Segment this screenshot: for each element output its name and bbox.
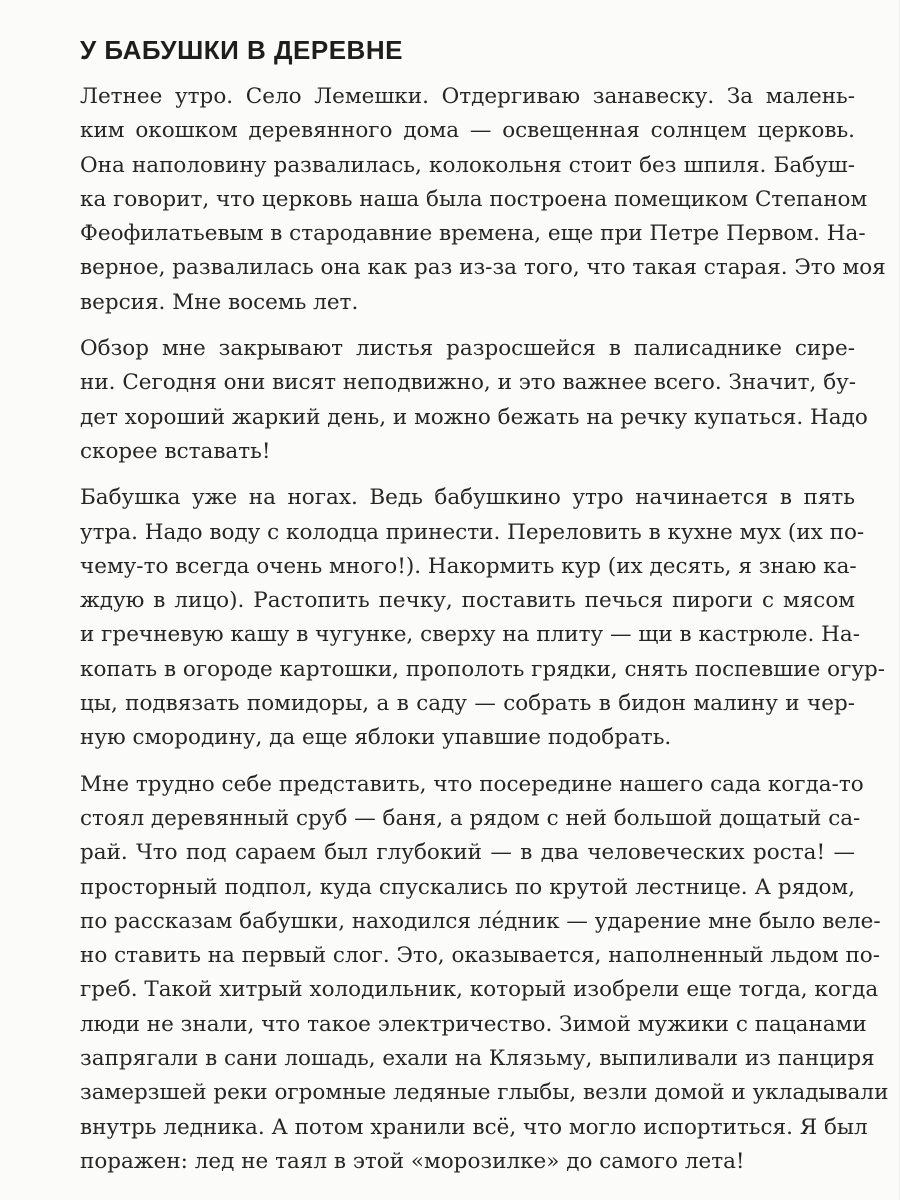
text-line: по рассказам бабушки, находился ле́дник — ударение мне было веле- bbox=[80, 908, 881, 934]
chapter-title: У БАБУШКИ В ДЕРЕВНЕ bbox=[80, 35, 403, 65]
text-line: утра. Надо воду с колодца принести. Переловить в кухне мух (их по- bbox=[80, 519, 865, 545]
text-line: версия. Мне восемь лет. bbox=[80, 289, 359, 315]
text-line: Феофилатьевым в стародавние времена, еще при Петре Первом. На- bbox=[80, 221, 866, 247]
text-line: копать в огороде картошки, прополоть грядки, снять поспевшие огур- bbox=[80, 656, 886, 682]
text-line: Летнее утро. Село Лемешки. Отдергиваю занавеску. За малень- bbox=[80, 84, 855, 109]
text-line: ка говорит, что церковь наша была построена помещиком Степаном bbox=[80, 186, 868, 212]
paragraph-4 bbox=[80, 768, 889, 1180]
text-line: Обзор мне закрывают листья разросшейся в палисаднике сире- bbox=[80, 336, 855, 362]
text-line: замерзшей реки огромные ледяные глыбы, везли домой и укладывали bbox=[80, 1080, 889, 1106]
text-line: Она наполовину развалилась, колокольня стоит без шпиля. Бабуш- bbox=[80, 152, 855, 178]
text-line: запрягали в сани лошадь, ехали на Клязьму, выпиливали из панциря bbox=[80, 1046, 875, 1072]
paragraph-1 bbox=[80, 80, 886, 320]
text-line: цы, подвязать помидоры, а в саду — собрать в бидон малину и чер- bbox=[80, 691, 855, 717]
text-line: Мне трудно себе представить, что посередине нашего сада когда-то bbox=[80, 771, 864, 797]
text-line: чему-то всегда очень много!). Накормить кур (их десять, я знаю ка- bbox=[80, 553, 857, 579]
text-line: ни. Сегодня они висят неподвижно, и это важнее всего. Значит, бу- bbox=[80, 370, 857, 396]
text-line: люди не знали, что такое электричество. Зимой мужики с пацанами bbox=[80, 1011, 867, 1037]
text-line: но ставить на первый слог. Это, оказывается, наполненный льдом по- bbox=[80, 943, 881, 969]
text-line: просторный подпол, куда спускались по крутой лестнице. А рядом, bbox=[80, 874, 855, 900]
text-line: ную смородину, да еще яблоки упавшие подобрать. bbox=[80, 725, 672, 751]
text-line: греб. Такой хитрый холодильник, который изобрели еще тогда, когда bbox=[80, 977, 879, 1003]
text-line: верное, развалилась она как раз из-за того, что такая старая. Это моя bbox=[80, 255, 886, 281]
text-line: скорее вставать! bbox=[80, 438, 271, 464]
text-line: Бабушка уже на ногах. Ведь бабушкино утро начинается в пять bbox=[80, 485, 855, 511]
text-line: поражен: лед не таял в этой «морозилке» до самого лета! bbox=[80, 1148, 745, 1174]
text-block bbox=[80, 30, 889, 1191]
text-line: рай. Что под сараем был глубокий — в два человеческих роста! — bbox=[80, 840, 855, 866]
text-line: и гречневую кашу в чугунке, сверху на плиту — щи в кастрюле. На- bbox=[80, 622, 860, 648]
paragraph-3 bbox=[80, 481, 886, 755]
text-line: ким окошком деревянного дома — освещенная солнцем церковь. bbox=[80, 118, 855, 144]
text-line: ждую в лицо). Растопить печку, поставить печься пироги с мясом bbox=[80, 588, 855, 614]
text-line: стоял деревянный сруб — баня, а рядом с ней большой дощатый са- bbox=[80, 805, 861, 831]
text-line: дет хороший жаркий день, и можно бежать на речку купаться. Надо bbox=[80, 404, 868, 430]
text-line: внутрь ледника. А потом хранили всё, что могло испортиться. Я был bbox=[80, 1114, 868, 1140]
paragraph-2 bbox=[80, 332, 868, 469]
